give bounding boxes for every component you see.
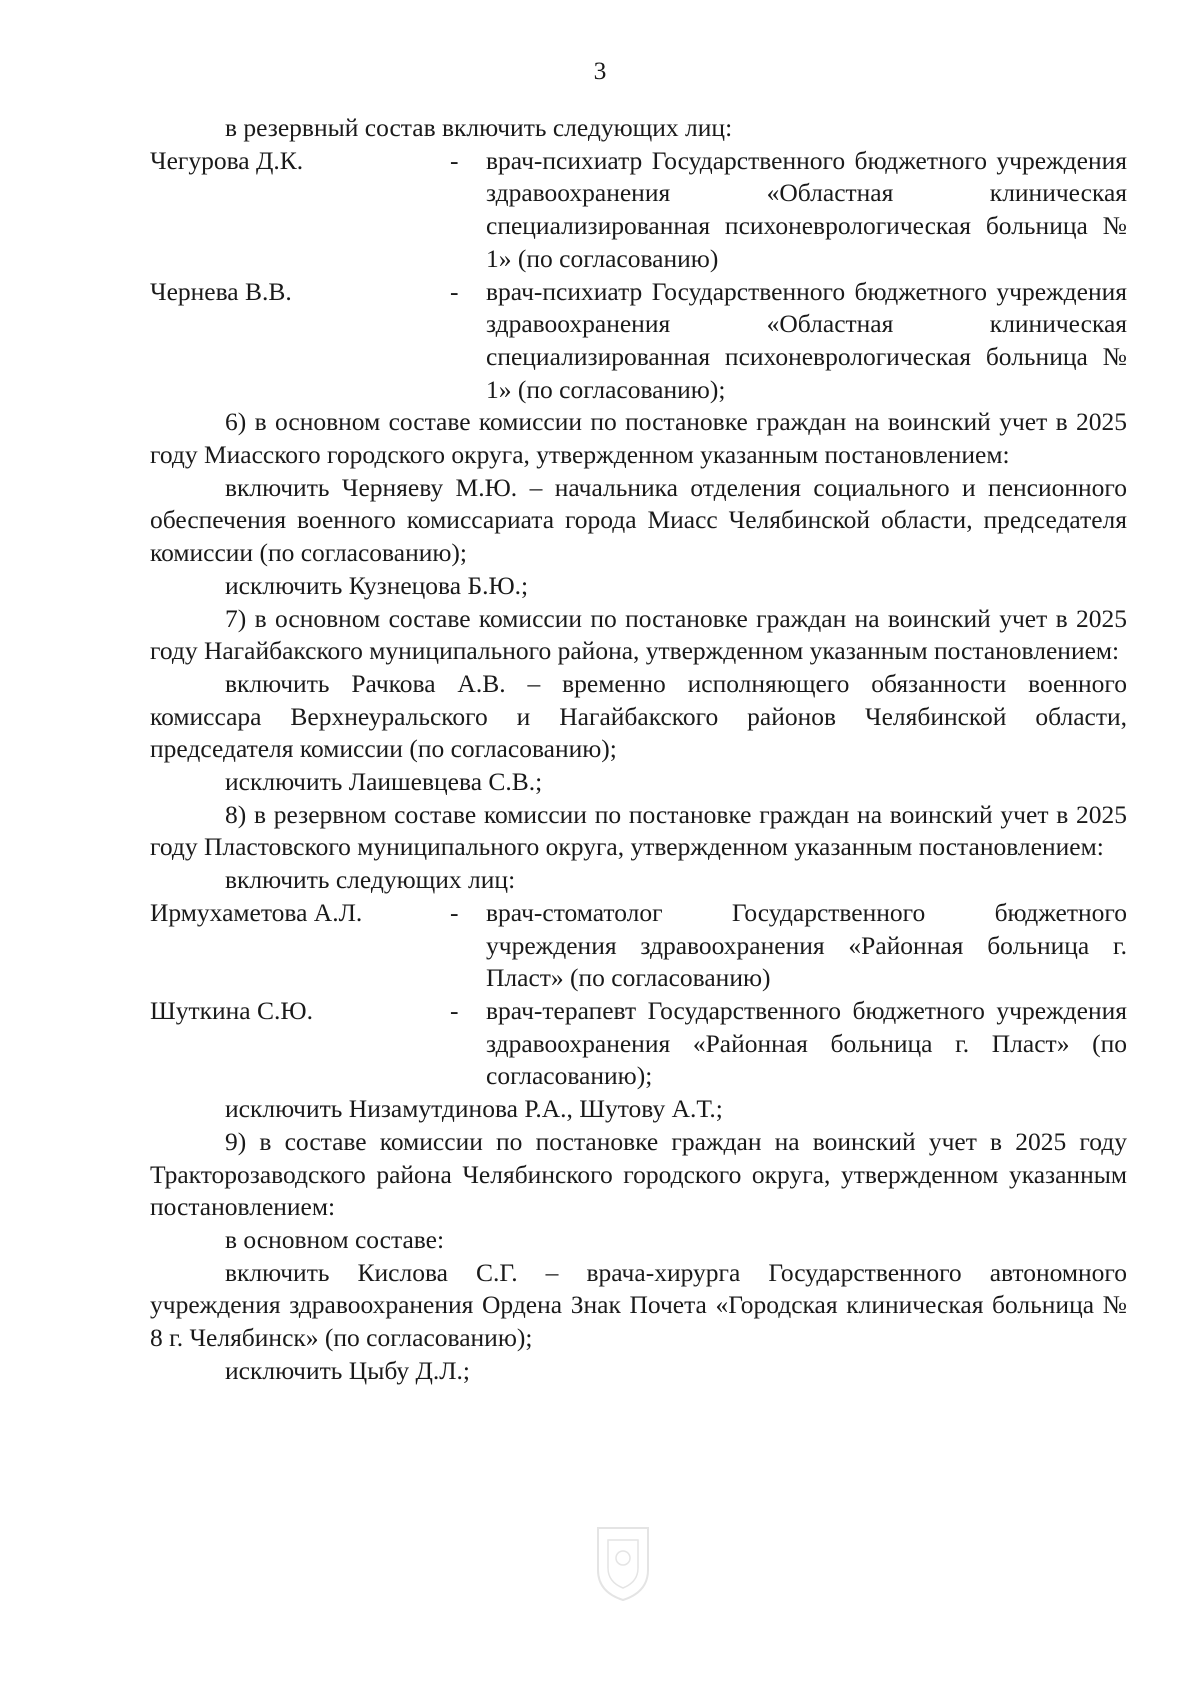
item-6-include: включить Черняеву М.Ю. – начальника отделения социального и пенсионного обеспечения военного комиссариата города Миасс Челябинской области, председателя комиссии (по согласованию); [150,472,1127,568]
item-9-paragraph: 9) в составе комиссии по постановке граждан на воинский учет в 2025 году Тракторозаводского района Челябинского городского округа, утвержденном указанным постановлением: [150,1126,1127,1222]
item-9-include: включить Кислова С.Г. – врача-хирурга Государственного автономного учреждения здравоохранения Ордена Знак Почета «Городская клиническая больница № 8 г. Челябинск» (по согласованию); [150,1257,1127,1353]
faint-seal-icon [588,1520,658,1604]
list-item [150,897,1127,995]
person-name: Чернева В.В. [150,276,292,306]
person-position: врач-психиатр Государственного бюджетного учреждения здравоохранения «Областная клиническая специализированная психоневрологическая больница № 1» (по согласованию) [486,145,1127,273]
person-position: врач-терапевт Государственного бюджетного учреждения здравоохранения «Районная больница г. Пласт» (по согласованию); [486,995,1127,1091]
item-9-subhead: в основном составе: [225,1224,445,1254]
list-item [150,145,1127,276]
item-8-include-intro: включить следующих лиц: [225,865,516,895]
item-7-include: включить Рачкова А.В. – временно исполняющего обязанности военного комиссара Верхнеуральского и Нагайбакского районов Челябинской области, председателя комиссии (по согласованию); [150,668,1127,764]
dash: - [450,276,459,306]
person-position: врач-стоматолог Государственного бюджетного учреждения здравоохранения «Районная больница г. Пласт» (по согласованию) [486,897,1127,993]
item-8-exclude: исключить Низамутдинова Р.А., Шутову А.Т.; [225,1094,723,1124]
person-position: врач-психиатр Государственного бюджетного учреждения здравоохранения «Областная клиническая специализированная психоневрологическая больница № 1» (по согласованию); [486,276,1127,404]
item-6-paragraph: 6) в основном составе комиссии по постановке граждан на воинский учет в 2025 году Миасского городского округа, утвержденном указанным постановлением: [150,407,1127,470]
page-number: 3 [593,56,607,85]
person-name: Ирмухаметова А.Л. [150,897,363,927]
list-item [150,276,1127,407]
reserve-intro: в резервный состав включить следующих лиц: [225,113,733,142]
dash: - [450,145,459,175]
item-8-paragraph: 8) в резервном составе комиссии по постановке граждан на воинский учет в 2025 году Пластовского муниципального округа, утвержденном указанным постановлением: [150,799,1127,862]
item-7-paragraph: 7) в основном составе комиссии по постановке граждан на воинский учет в 2025 году Нагайбакского муниципального района, утвержденном указанным постановлением: [150,603,1127,666]
list-item [150,995,1127,1093]
person-name: Чегурова Д.К. [150,145,304,175]
dash: - [450,897,459,927]
dash: - [450,995,459,1025]
document-body [150,112,1127,1387]
item-7-exclude: исключить Лаишевцева С.В.; [225,767,543,797]
item-9-exclude: исключить Цыбу Д.Л.; [225,1355,470,1385]
item-6-exclude: исключить Кузнецова Б.Ю.; [225,570,529,600]
person-name: Шуткина С.Ю. [150,995,313,1025]
